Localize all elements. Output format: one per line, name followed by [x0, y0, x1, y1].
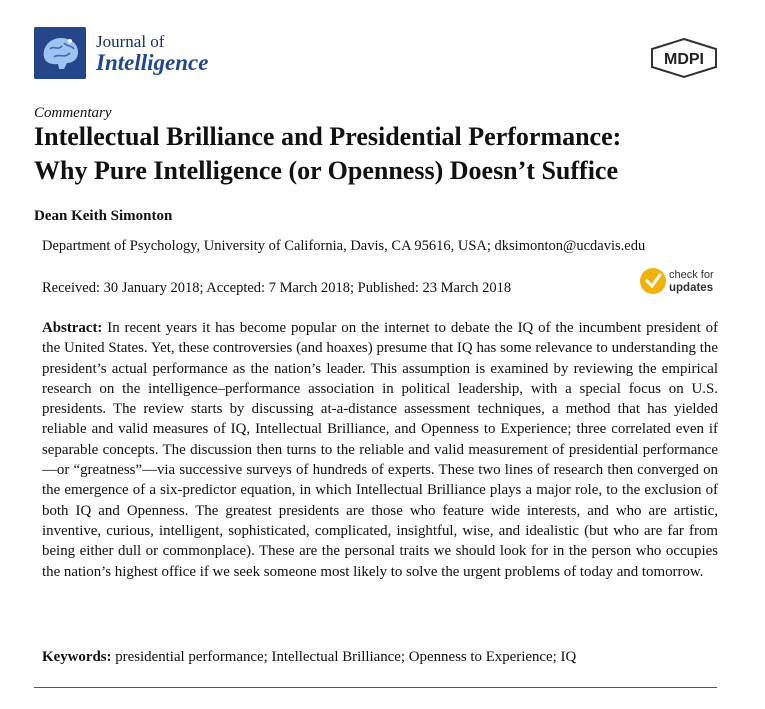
publisher-name: MDPI [664, 51, 704, 68]
keywords-label: Keywords: [42, 649, 112, 665]
abstract-text: In recent years it has become popular on the internet to debate the IQ of the incumbent president of the United States. Yet, these controversies (and hoaxes) presume that IQ has some relevance to understanding the president’s actual performance as the nation’s leader. This assumption is examined by reviewing the empirical research on the intelligence–performance association in political leadership, with a special focus on U.S. presidents. The review starts by discussing at-a-distance assessment techniques, a method that has yielded reliable and valid measures of IQ, Intellectual Brilliance, and Openness to Experience; three correlated even if separable concepts. The discussion then turns to the reliable and valid measurement of presidential performance—or “greatness”—via successive surveys of hundreds of experts. These two lines of research then converged on the emergence of a six-predictor equation, in which Intellectual Brilliance plays a major role, to the exclusion of both IQ and Openness. The greatest presidents are those who feature wide interests, and who are artistic, inventive, curious, intelligent, sophisticated, complicated, insightful, wise, and idealistic (but who are far from being either dull or commonplace). These are the personal traits we should look for in the person who occupies the nation’s highest office if we seek someone most likely to solve the urgent problems of today and tomorrow. [42, 320, 718, 580]
keywords-text: presidential performance; Intellectual Brilliance; Openness to Experience; IQ [115, 649, 577, 665]
article-title-line-2: Why Pure Intelligence (or Openness) Doesn’t Suffice [34, 156, 618, 185]
article-title [34, 120, 734, 188]
abstract-label: Abstract: [42, 320, 103, 336]
abstract [42, 318, 718, 582]
article-type: Commentary [34, 105, 112, 121]
author-affiliation: Department of Psychology, University of California, Davis, CA 95616, USA; dksimonton@ucdavis.edu [42, 238, 646, 254]
publication-dates: Received: 30 January 2018; Accepted: 7 March 2018; Published: 23 March 2018 [42, 280, 512, 296]
article-title-line-1: Intellectual Brilliance and Presidential Performance: [34, 122, 622, 151]
publisher-logo[interactable] [650, 37, 718, 79]
journal-logo-brain-icon [34, 27, 86, 79]
journal-of-label: Journal of [96, 32, 165, 51]
check-updates-line2: updates [669, 282, 714, 294]
section-divider [34, 687, 717, 688]
check-updates-line1: check for [669, 269, 714, 281]
author-name[interactable]: Dean Keith Simonton [34, 208, 173, 224]
journal-name[interactable]: Intelligence [96, 50, 209, 75]
check-for-updates-badge[interactable] [638, 263, 718, 303]
check-badge-icon [640, 268, 666, 294]
keywords [42, 649, 718, 666]
